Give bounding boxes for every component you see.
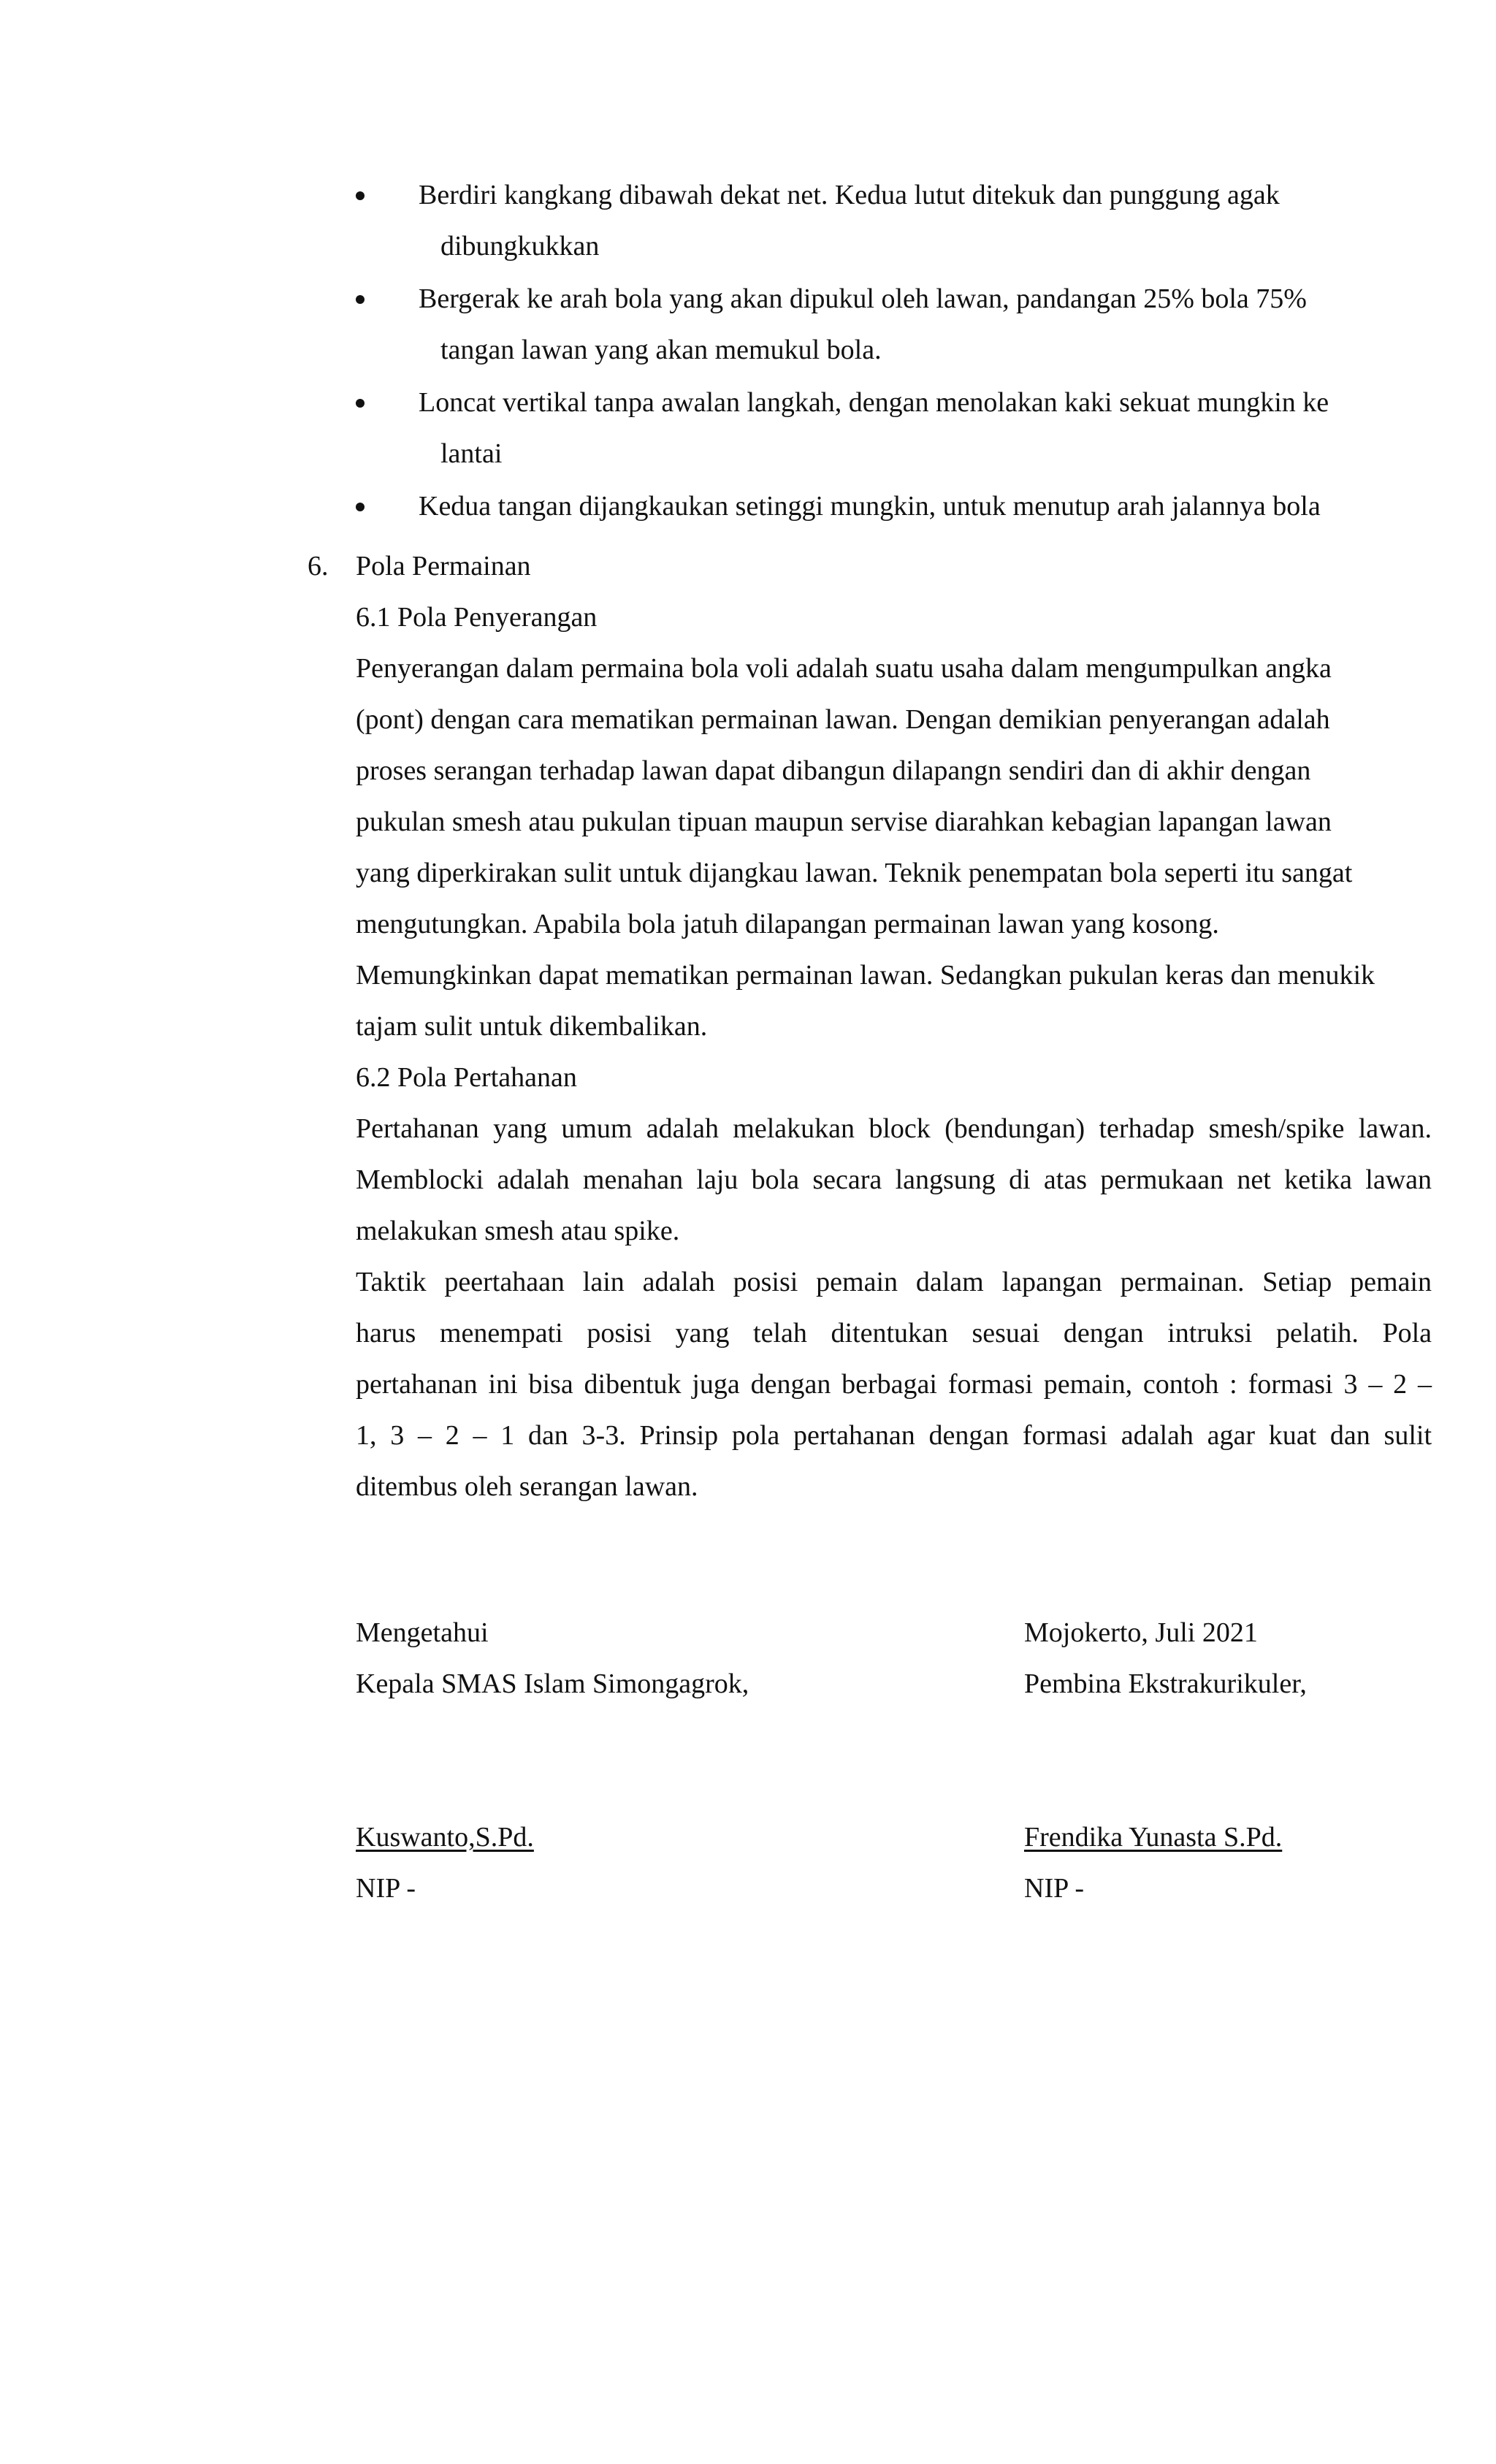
signature-nip: NIP - — [356, 1873, 416, 1904]
bullet-text: dibungkukkan — [440, 231, 600, 262]
subsection-defense — [356, 1052, 1432, 1512]
list-item — [356, 377, 1451, 479]
paragraph-line: 1, 3 – 2 – 1 dan 3-3. Prinsip pola pertahanan dengan formasi adalah agar kuat dan sulit — [356, 1420, 1432, 1451]
paragraph-line: (pont) dengan cara mematikan permainan lawan. Dengan demikian penyerangan adalah — [356, 704, 1330, 735]
bullet-text: lantai — [440, 438, 503, 469]
paragraph-line: harus menempati posisi yang telah ditentukan sesuai dengan intruksi pelatih. Pola — [356, 1318, 1432, 1349]
paragraph-line: pertahanan ini bisa dibentuk juga dengan berbagai formasi pemain, contoh : formasi 3 – 2 – — [356, 1369, 1432, 1400]
paragraph-line: pukulan smesh atau pukulan tipuan maupun servise diarahkan kebagian lapangan lawan — [356, 806, 1332, 837]
bullet-icon — [356, 191, 365, 200]
paragraph-line: Memblocki adalah menahan laju bola secara langsung di atas permukaan net ketika lawan — [356, 1164, 1432, 1195]
bullet-icon — [356, 295, 365, 304]
paragraph-line: ditembus oleh serangan lawan. — [356, 1471, 698, 1502]
section-heading — [308, 541, 531, 592]
paragraph-line: tajam sulit untuk dikembalikan. — [356, 1011, 708, 1042]
bullet-list — [356, 169, 1451, 533]
signature-role: Pembina Ekstrakurikuler, — [1024, 1668, 1307, 1699]
paragraph-line: Taktik peertahaan lain adalah posisi pemain dalam lapangan permainan. Setiap pemain — [356, 1267, 1432, 1297]
signature-role: Kepala SMAS Islam Simongagrok, — [356, 1668, 749, 1699]
section-number: 6. — [308, 551, 329, 581]
bullet-text: Bergerak ke arah bola yang akan dipukul oleh lawan, pandangan 25% bola 75% — [419, 283, 1307, 314]
list-item — [356, 273, 1451, 375]
signature-label: Mengetahui — [356, 1617, 489, 1648]
signature-right — [1024, 1607, 1307, 1914]
paragraph-line: mengutungkan. Apabila bola jatuh dilapangan permainan lawan yang kosong. — [356, 909, 1219, 939]
list-item — [356, 169, 1451, 272]
signature-name: Kuswanto,S.Pd. — [356, 1822, 534, 1853]
paragraph-line: Penyerangan dalam permaina bola voli adalah suatu usaha dalam mengumpulkan angka — [356, 653, 1332, 684]
signature-place-date: Mojokerto, Juli 2021 — [1024, 1617, 1258, 1648]
signature-nip: NIP - — [1024, 1873, 1084, 1904]
bullet-text: Loncat vertikal tanpa awalan langkah, dengan menolakan kaki sekuat mungkin ke — [419, 387, 1329, 418]
subsection-heading: 6.2 Pola Pertahanan — [356, 1062, 577, 1093]
paragraph-line: yang diperkirakan sulit untuk dijangkau lawan. Teknik penempatan bola seperti itu sangat — [356, 858, 1353, 888]
signature-name: Frendika Yunasta S.Pd. — [1024, 1822, 1283, 1853]
paragraph-line: Memungkinkan dapat mematikan permainan lawan. Sedangkan pukulan keras dan menukik — [356, 960, 1375, 991]
subsection-attack — [356, 592, 1432, 1052]
bullet-icon — [356, 503, 365, 511]
list-item — [356, 481, 1451, 532]
signature-left — [356, 1607, 749, 1914]
paragraph-line: proses serangan terhadap lawan dapat dibangun dilapangn sendiri dan di akhir dengan — [356, 755, 1311, 786]
paragraph-line: Pertahanan yang umum adalah melakukan block (bendungan) terhadap smesh/spike lawan. — [356, 1113, 1432, 1144]
bullet-text: Kedua tangan dijangkaukan setinggi mungkin, untuk menutup arah jalannya bola — [419, 491, 1321, 522]
bullet-text: tangan lawan yang akan memukul bola. — [440, 335, 882, 365]
bullet-icon — [356, 399, 365, 408]
bullet-text: Berdiri kangkang dibawah dekat net. Kedua lutut ditekuk dan punggung agak — [419, 180, 1280, 210]
paragraph-line: melakukan smesh atau spike. — [356, 1216, 680, 1246]
subsection-heading: 6.1 Pola Penyerangan — [356, 602, 598, 633]
section-title: Pola Permainan — [356, 551, 531, 581]
